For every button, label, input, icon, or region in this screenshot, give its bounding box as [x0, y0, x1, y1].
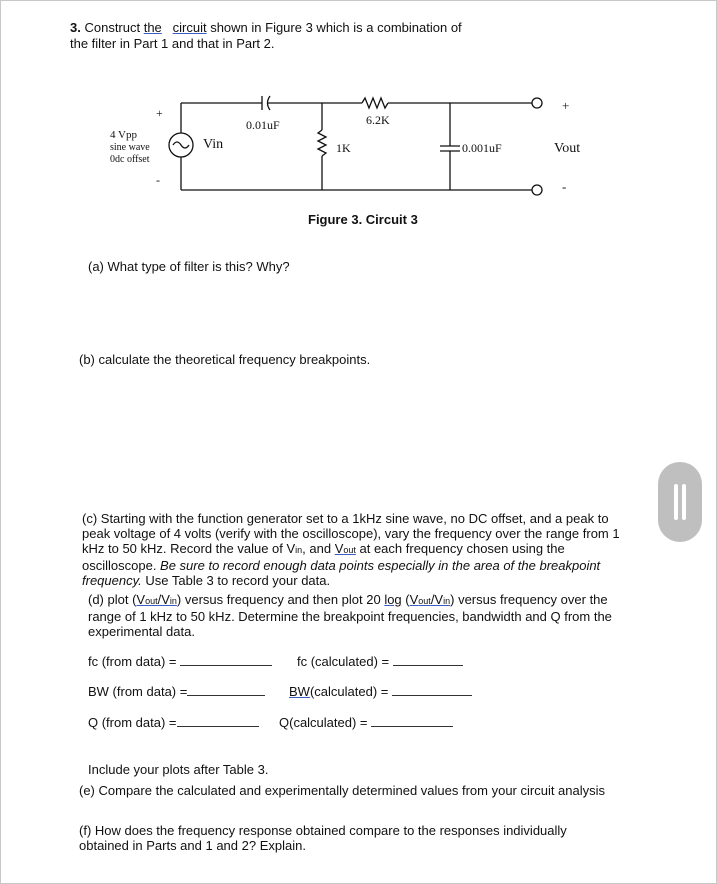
vout-label: Vout [554, 141, 581, 156]
part-d-l1c: out [145, 596, 158, 606]
bw-calc-label-b: (calculated) = [309, 684, 389, 699]
bw-calc-blank[interactable] [392, 684, 472, 696]
ratio-2 [410, 592, 451, 607]
ratio-1 [136, 592, 177, 607]
part-d-l1b: V [136, 592, 146, 607]
part-a: (a) What type of filter is this? Why? [88, 259, 290, 274]
grip-line-left [674, 484, 678, 520]
part-d-l1h: ( [401, 592, 410, 607]
q-data-row [88, 715, 259, 730]
part-d-l1f: ) versus frequency and then plot 20 [176, 592, 385, 607]
source-minus-label: - [156, 173, 160, 187]
part-c-line2: peak voltage of 4 volts (verify with the oscilloscope), vary the frequency over the range from 1 [82, 526, 620, 541]
q-calc-blank[interactable] [371, 715, 453, 727]
part-c-l3e: out [343, 545, 356, 555]
part-d-l1l: in [443, 596, 451, 606]
question-text: Construct [84, 20, 144, 35]
out-terminal-plus [532, 98, 542, 108]
fc-calc-row [297, 654, 463, 669]
bw-data-label: BW (from data) = [88, 684, 188, 699]
res2-zigzag [318, 130, 326, 156]
fc-data-blank[interactable] [180, 654, 272, 666]
bw-data-blank[interactable] [187, 684, 265, 696]
cap2-label: 0.001uF [462, 141, 502, 155]
bw-data-row [88, 684, 265, 699]
source-plus-label: + [156, 106, 163, 120]
sine-icon [173, 142, 189, 148]
fc-data-row [88, 654, 272, 669]
part-c-l4a: oscilloscope. [82, 558, 161, 573]
part-d-l1e: in [169, 596, 177, 606]
res2-label: 1K [336, 141, 351, 155]
part-c [82, 511, 642, 588]
part-d-line2: range of 1 kHz to 50 kHz. Determine the breakpoint frequencies, bandwidth and Q from the [88, 609, 612, 624]
vout-word [335, 541, 356, 556]
part-c-l5b: Use Table 3 to record your data. [141, 573, 331, 588]
part-c-line5 [82, 573, 642, 588]
question-line2: the filter in Part 1 and that in Part 2. [70, 36, 275, 51]
part-d-line1 [88, 592, 648, 609]
out-minus-label: - [562, 179, 567, 194]
res1-label: 6.2K [366, 113, 390, 127]
part-f [79, 823, 639, 853]
part-f-line1: (f) How does the frequency response obtained compare to the responses individually [79, 823, 567, 838]
bw-calc-label-a: BW [289, 684, 310, 699]
question-circuit: circuit [172, 20, 207, 35]
cap1-label: 0.01uF [246, 118, 280, 132]
part-d-l1d: /V [157, 592, 170, 607]
grip-line-right [682, 484, 686, 520]
part-f-line2: obtained in Parts and 1 and 2? Explain. [79, 838, 306, 853]
part-c-l3a: kHz to 50 kHz. Record the value of V [82, 541, 296, 556]
part-d [88, 592, 648, 639]
part-d-line3: experimental data. [88, 624, 195, 639]
part-c-l3c: , and [302, 541, 335, 556]
circuit-diagram [100, 88, 620, 208]
part-d-l1i: V [409, 592, 419, 607]
part-c-l3b: in [295, 545, 303, 555]
question-the: the [143, 20, 162, 35]
source-desc-2: sine wave [110, 142, 150, 153]
part-b: (b) calculate the theoretical frequency breakpoints. [79, 352, 371, 367]
part-d-l1m: ) versus frequency over the [450, 592, 608, 607]
question-number: 3. [70, 20, 81, 35]
part-c-l5a: frequency. [82, 573, 142, 588]
source-desc-1: 4 Vpp [110, 129, 137, 141]
scroll-handle[interactable] [658, 462, 702, 542]
q-data-blank[interactable] [177, 715, 259, 727]
part-d-l1j: out [418, 596, 431, 606]
part-c-l4b: Be sure to record enough data points especially in the area of the breakpoint [160, 558, 601, 573]
part-d-l1k: /V [430, 592, 444, 607]
question-text-rest: shown in Figure 3 which is a combination of [206, 20, 462, 35]
part-d-l1a: (d) plot ( [88, 592, 137, 607]
part-c-l3d: V [334, 541, 344, 556]
figure-caption: Figure 3. Circuit 3 [308, 212, 418, 227]
q-data-label: Q (from data) = [88, 715, 177, 730]
part-d-l1g: log [384, 592, 402, 607]
part-c-line3 [82, 541, 642, 558]
question-heading [70, 20, 462, 52]
res1-zigzag [362, 98, 388, 108]
out-plus-label: + [562, 98, 570, 113]
source-name: Vin [203, 137, 224, 152]
part-c-line4 [82, 558, 642, 573]
fc-calc-label: fc (calculated) = [297, 654, 390, 669]
part-c-line1: (c) Starting with the function generator set to a 1kHz sine wave, no DC offset, and a peak to [82, 511, 609, 526]
fc-calc-blank[interactable] [393, 654, 463, 666]
part-e: (e) Compare the calculated and experimentally determined values from your circuit analysis [79, 783, 606, 798]
out-terminal-minus [532, 185, 542, 195]
part-c-l3f: at each frequency chosen using the [355, 541, 565, 556]
include-note: Include your plots after Table 3. [88, 762, 269, 777]
q-calc-label: Q(calculated) = [279, 715, 368, 730]
source-desc-3: 0dc offset [110, 154, 150, 165]
bw-calc-row [289, 684, 472, 699]
q-calc-row [279, 715, 453, 730]
fc-data-label: fc (from data) = [88, 654, 177, 669]
